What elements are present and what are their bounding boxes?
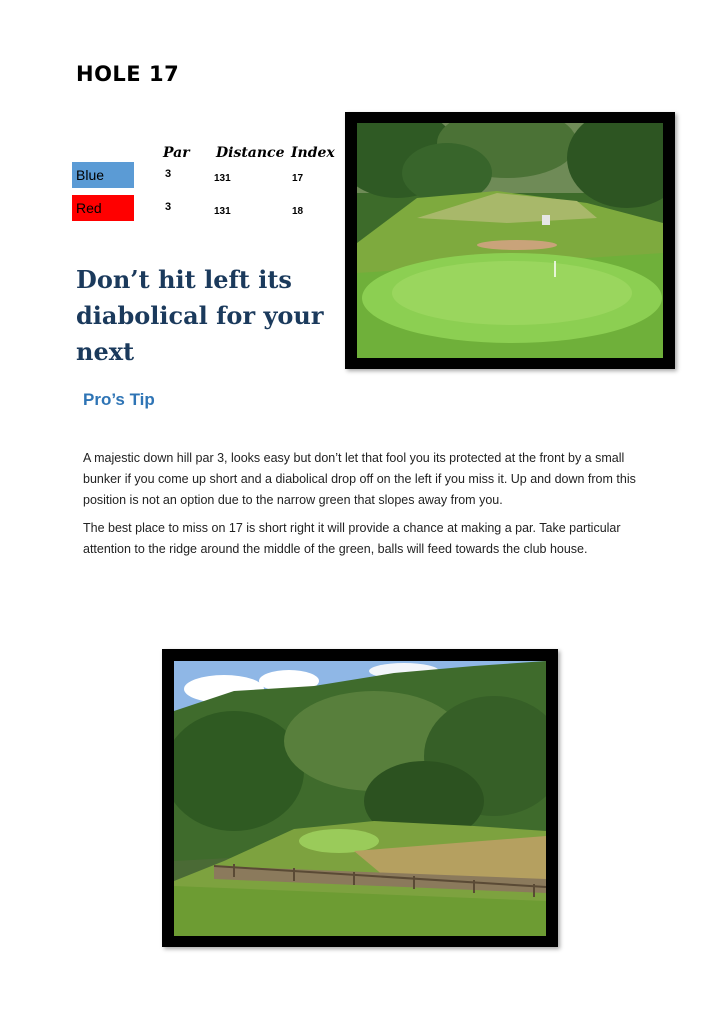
tee-view-photo-image [174, 661, 546, 936]
green-photo [345, 112, 675, 369]
paragraph: A majestic down hill par 3, looks easy but don’t let that fool you its protected at the front by a small bunker if you come up short and a diabolical drop off on the left if you miss it. Up and down from this position is not an option due to the narrow green that slopes away from you. [83, 451, 636, 507]
distance-header: Distance [216, 145, 285, 161]
red-par: 3 [165, 201, 172, 213]
red-distance: 131 [214, 206, 231, 217]
index-header: Index [291, 145, 335, 161]
green-photo-image [357, 123, 663, 358]
blue-distance: 131 [214, 173, 231, 184]
paragraph: The best place to miss on 17 is short right it will provide a chance at making a par. Take particular attention to the ridge around the middle of the green, balls will feed towards the club house. [83, 521, 621, 556]
blue-par: 3 [165, 168, 172, 180]
section-title: Pro’s Tip [83, 390, 155, 409]
blue-index: 17 [292, 173, 304, 184]
par-header: Par [163, 145, 190, 161]
headline: Don’t hit left its diabolical for your next [76, 265, 324, 366]
tee-blue-label: Blue [72, 162, 134, 188]
red-index: 18 [292, 206, 304, 217]
tee-red-label: Red [72, 195, 134, 221]
hole-title: HOLE 17 [76, 62, 180, 86]
tee-view-photo [162, 649, 558, 947]
